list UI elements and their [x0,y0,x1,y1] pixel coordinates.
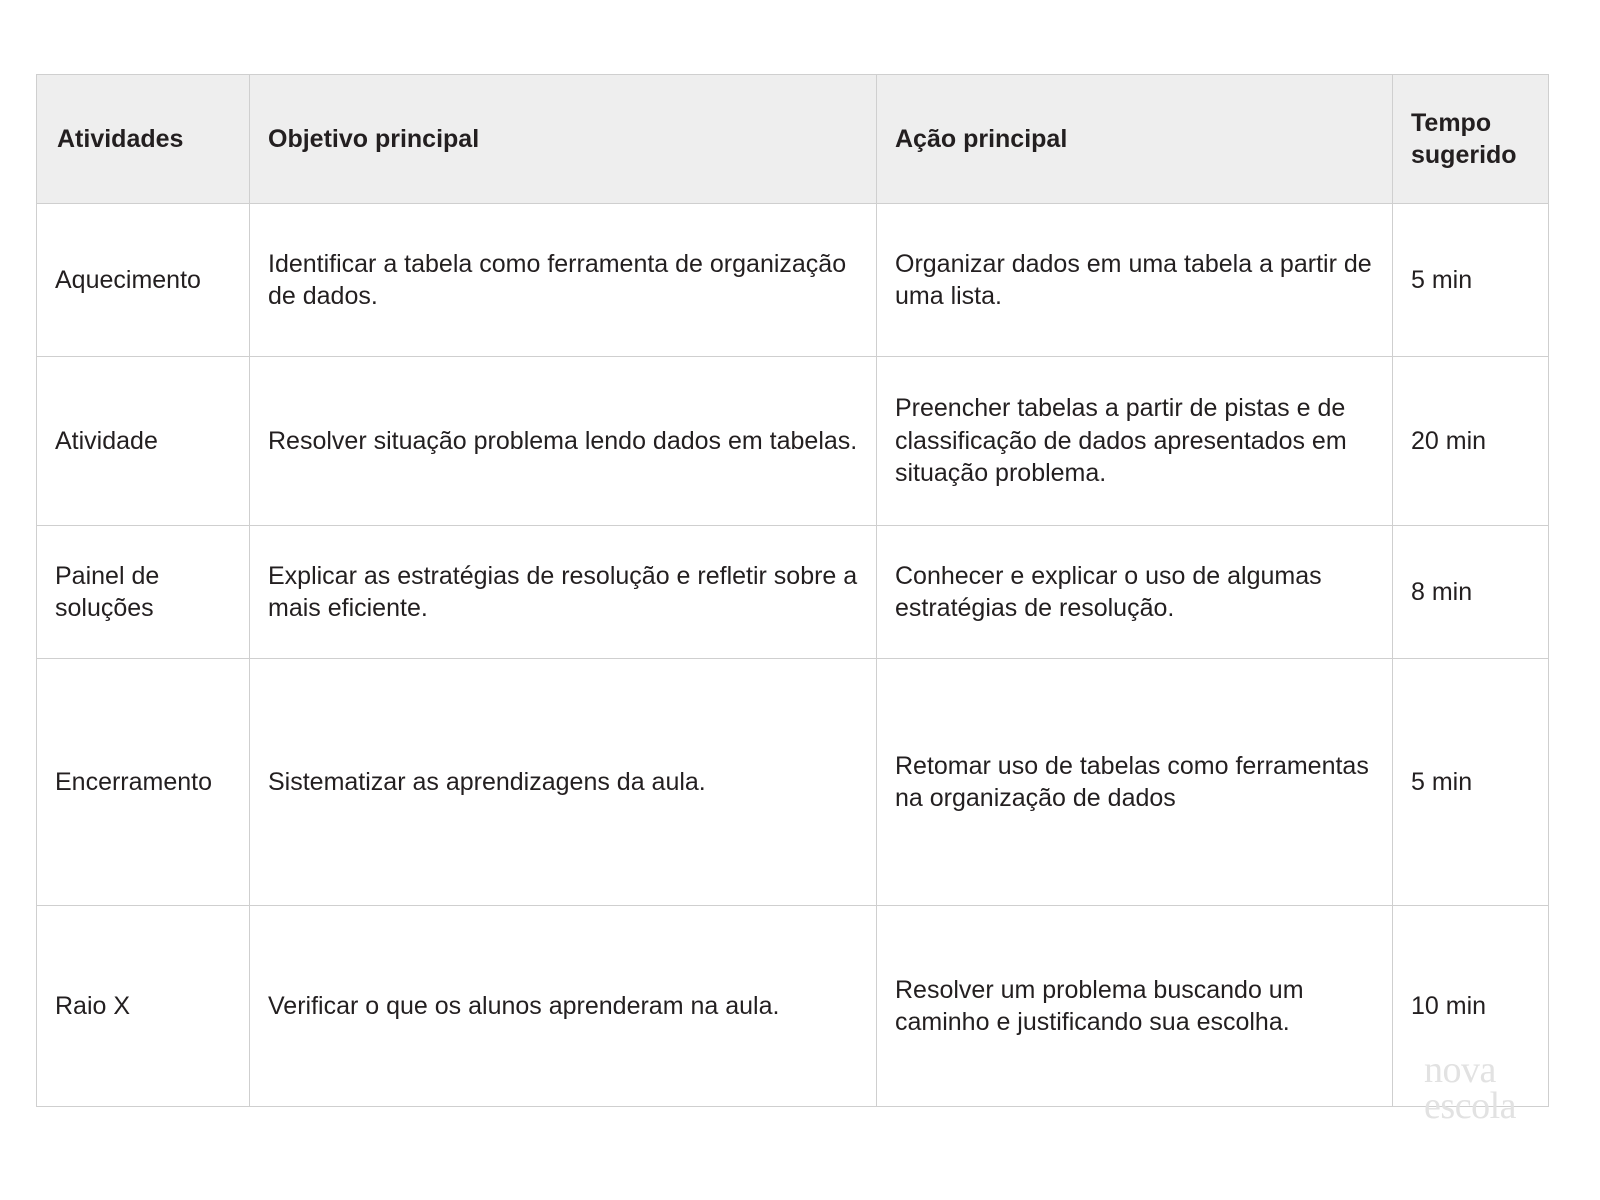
cell-tempo: 5 min [1393,659,1549,906]
table-row [37,204,1549,357]
logo-line-2: escola [1424,1084,1516,1127]
cell-tempo: 10 min [1393,906,1549,1107]
cell-atividade: Aquecimento [37,204,250,357]
table-header [37,75,1549,204]
column-header-acao: Ação principal [877,75,1393,204]
table-header-row [37,75,1549,204]
cell-objetivo: Identificar a tabela como ferramenta de organização de dados. [250,204,877,357]
cell-acao: Resolver um problema buscando um caminho e justificando sua escolha. [877,906,1393,1107]
cell-acao: Retomar uso de tabelas como ferramentas na organização de dados [877,659,1393,906]
nova-escola-logo [1424,1048,1516,1127]
table-row [37,659,1549,906]
table-body [37,204,1549,1107]
table-row [37,906,1549,1107]
logo-line-1: nova [1424,1048,1496,1091]
cell-acao: Organizar dados em uma tabela a partir de uma lista. [877,204,1393,357]
cell-atividade: Encerramento [37,659,250,906]
cell-atividade: Atividade [37,357,250,526]
table-row [37,526,1549,659]
cell-atividade: Raio X [37,906,250,1107]
cell-objetivo: Sistematizar as aprendizagens da aula. [250,659,877,906]
cell-atividade: Painel de soluções [37,526,250,659]
column-header-atividades: Atividades [37,75,250,204]
cell-acao: Conhecer e explicar o uso de algumas estratégias de resolução. [877,526,1393,659]
cell-tempo: 20 min [1393,357,1549,526]
cell-acao: Preencher tabelas a partir de pistas e de classificação de dados apresentados em situação problema. [877,357,1393,526]
table-row [37,357,1549,526]
cell-tempo: 8 min [1393,526,1549,659]
cell-objetivo: Verificar o que os alunos aprenderam na aula. [250,906,877,1107]
cell-objetivo: Resolver situação problema lendo dados em tabelas. [250,357,877,526]
column-header-tempo: Tempo sugerido [1393,75,1549,204]
column-header-objetivo: Objetivo principal [250,75,877,204]
lesson-plan-table [36,74,1549,1107]
cell-tempo: 5 min [1393,204,1549,357]
cell-objetivo: Explicar as estratégias de resolução e refletir sobre a mais eficiente. [250,526,877,659]
